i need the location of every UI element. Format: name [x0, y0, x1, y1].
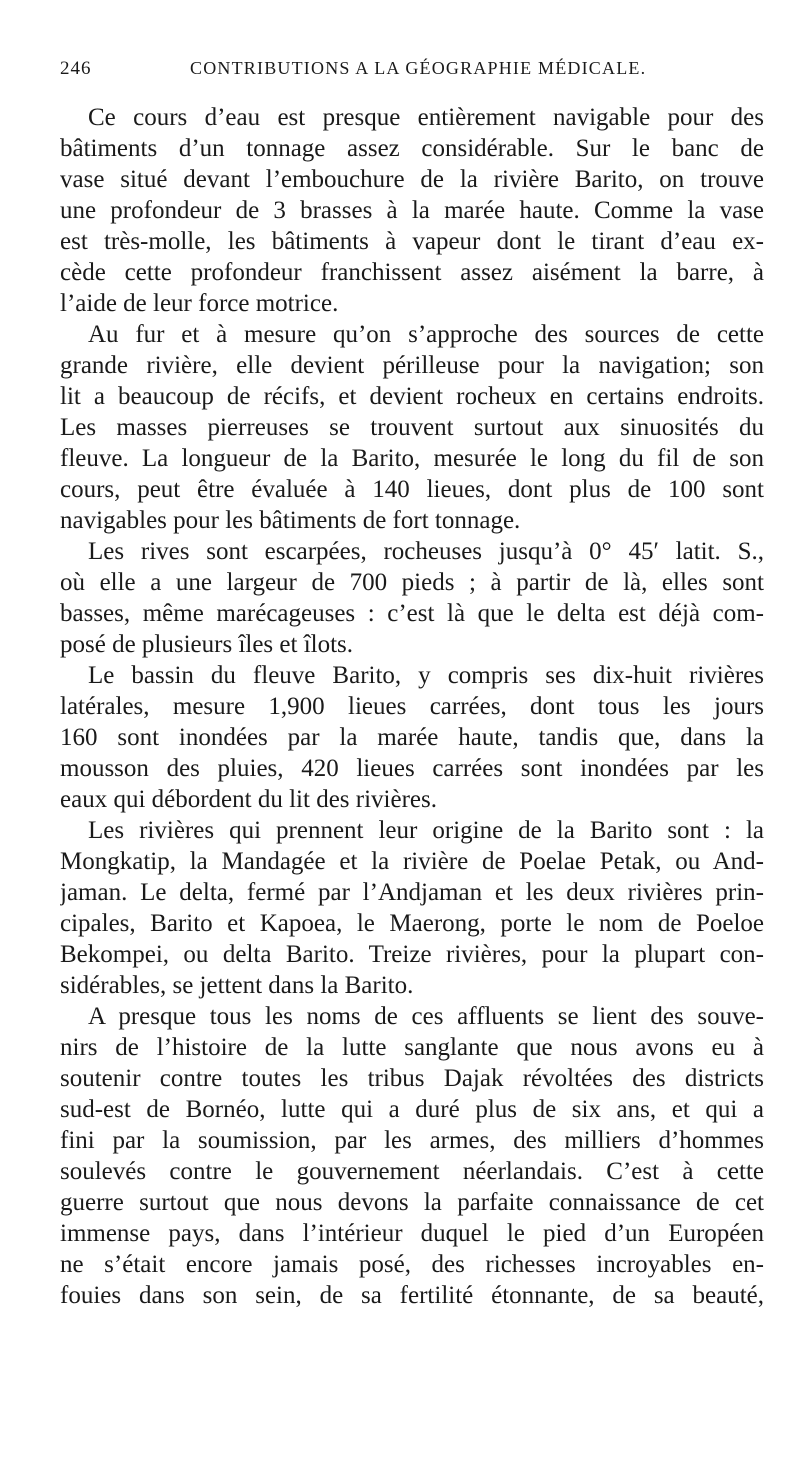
text-line: A presque tous les noms de ces affluents se lient des souve- [88, 1003, 764, 1030]
text-line: eaux qui débordent du lit des rivières. [60, 786, 437, 813]
text-line: soutenir contre toutes les tribus Dajak révoltées des districts [60, 1065, 764, 1092]
text-line: basses, même marécageuses : c’est là que le delta est déjà com- [60, 600, 764, 627]
text-line: où elle a une largeur de 700 pieds ; à partir de là, elles sont [60, 569, 764, 596]
paragraph [60, 536, 764, 660]
text-line: Les rives sont escarpées, rocheuses jusqu’à 0° 45′ latit. S., [88, 538, 764, 565]
text-line: l’aide de leur force motrice. [60, 290, 339, 317]
text-line: sud-est de Bornéo, lutte qui a duré plus de six ans, et qui a [60, 1096, 764, 1123]
paragraph [60, 319, 764, 536]
text-line: latérales, mesure 1,900 lieues carrées, dont tous les jours [60, 693, 764, 720]
text-line: est très-molle, les bâtiments à vapeur dont le tirant d’eau ex- [60, 228, 764, 255]
text-line: posé de plusieurs îles et îlots. [60, 631, 354, 658]
text-line: Au fur et à mesure qu’on s’approche des sources de cette [88, 321, 764, 348]
text-line: grande rivière, elle devient périlleuse pour la navigation; son [60, 352, 764, 379]
text-line: ne s’était encore jamais posé, des richesses incroyables en- [60, 1251, 764, 1278]
text-line: fouies dans son sein, de sa fertilité étonnante, de sa beauté, [60, 1282, 764, 1309]
text-line: navigables pour les bâtiments de fort tonnage. [60, 507, 521, 534]
text-line: fini par la soumission, par les armes, des milliers d’hommes [60, 1127, 764, 1154]
text-line: lit a beaucoup de récifs, et devient rocheux en certains endroits. [60, 383, 764, 410]
text-line: Le bassin du fleuve Barito, y compris ses dix-huit rivières [88, 662, 764, 689]
text-line: cipales, Barito et Kapoea, le Maerong, porte le nom de Poeloe [60, 910, 764, 937]
text-line: Ce cours d’eau est presque entièrement navigable pour des [88, 104, 764, 131]
text-line: nirs de l’histoire de la lutte sanglante que nous avons eu à [60, 1034, 764, 1061]
text-line: guerre surtout que nous devons la parfaite connaissance de cet [60, 1189, 764, 1216]
text-line: Mongkatip, la Mandagée et la rivière de Poelae Petak, ou And- [60, 848, 764, 875]
paragraph [60, 660, 764, 815]
text-line: bâtiments d’un tonnage assez considérable. Sur le banc de [60, 135, 764, 162]
text-line: vase situé devant l’embouchure de la rivière Barito, on trouve [60, 166, 764, 193]
paragraph [60, 1001, 764, 1311]
text-line: Les masses pierreuses se trouvent surtout aux sinuosités du [60, 414, 764, 441]
text-line: cède cette profondeur franchissent assez aisément la barre, à [60, 259, 764, 286]
paragraph [60, 102, 764, 319]
text-line: 160 sont inondées par la marée haute, tandis que, dans la [60, 724, 764, 751]
text-line: immense pays, dans l’intérieur duquel le pied d’un Européen [60, 1220, 764, 1247]
running-title: CONTRIBUTIONS A LA GÉOGRAPHIE MÉDICALE. [190, 58, 647, 78]
running-head [60, 58, 762, 88]
text-line: Bekompei, ou delta Barito. Treize rivières, pour la plupart con- [60, 941, 764, 968]
text-line: une profondeur de 3 brasses à la marée haute. Comme la vase [60, 197, 764, 224]
body-text [60, 102, 764, 1311]
page-number: 246 [60, 58, 92, 79]
text-line: Les rivières qui prennent leur origine de la Barito sont : la [88, 817, 764, 844]
text-line: fleuve. La longueur de la Barito, mesurée le long du fil de son [60, 445, 764, 472]
paragraph [60, 815, 764, 1001]
text-line: sidérables, se jettent dans la Barito. [60, 972, 414, 999]
text-line: jaman. Le delta, fermé par l’Andjaman et les deux rivières prin- [60, 879, 764, 906]
text-line: mousson des pluies, 420 lieues carrées sont inondées par les [60, 755, 764, 782]
text-line: cours, peut être évaluée à 140 lieues, dont plus de 100 sont [60, 476, 764, 503]
text-line: soulevés contre le gouvernement néerlandais. C’est à cette [60, 1158, 764, 1185]
